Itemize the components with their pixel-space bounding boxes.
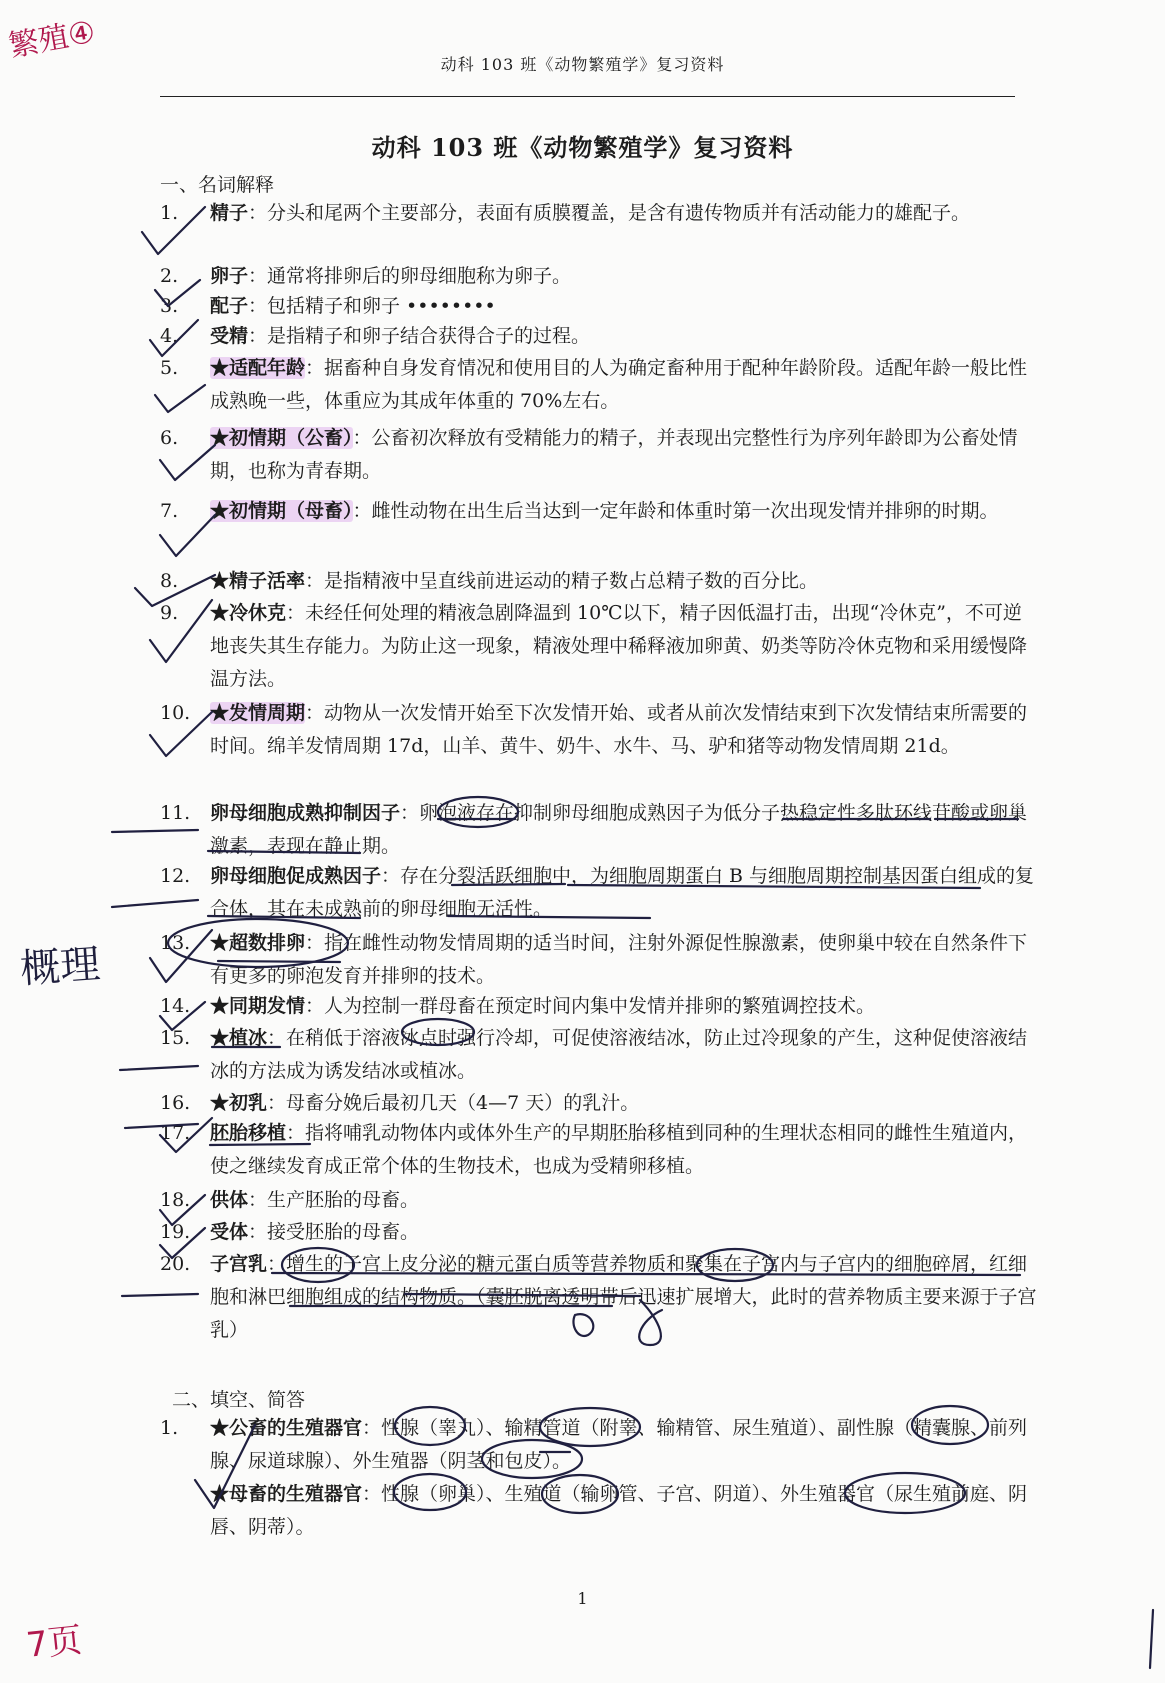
document-title: 动科 103 班《动物繁殖学》复习资料 [371,133,794,162]
term: 精子 [210,202,249,224]
term: 供体 [210,1189,249,1211]
term: 卵母细胞促成熟因子 [210,865,382,887]
term: 卵母细胞成熟抑制因子 [210,802,401,824]
term: ★冷休克 [210,602,287,624]
item-number: 5. [160,357,179,379]
definition-item-19 [160,1216,1040,1249]
definition-text: ：人为控制一群母畜在预定时间内集中发情并排卵的繁殖调控技术。 [305,995,876,1017]
term: ★初乳 [210,1092,268,1114]
definition-text: ：卵泡液存在抑制卵母细胞成熟因子为低分子热稳定性多肽环线苷酸或卵巢激素，表现在静止期。 [210,802,1028,857]
definition-text: ：母畜分娩后最初几天（4—7 天）的乳汁。 [267,1092,640,1114]
item-number: 13. [160,932,191,954]
definition-item-14 [160,990,1040,1023]
item-number: 12. [160,865,191,887]
definition-text: ：据畜种自身发育情况和使用目的人为确定畜种用于配种年龄阶段。适配年龄一般比性成熟晚一些，体重应为其成年体重的 70%左右。 [210,357,1028,412]
term: ★发情周期 [210,702,306,724]
term: 子宫乳 [210,1253,268,1275]
term: 配子 [210,295,249,317]
term: 卵子 [210,265,249,287]
item-number: 11. [160,802,191,824]
term: ★适配年龄 [210,357,306,379]
definition-text: ：雌性动物在出生后当达到一定年龄和体重时第一次出现发情并排卵的时期。 [352,500,999,522]
item-number: 16. [160,1092,191,1114]
term: ★精子活率 [210,570,306,592]
definition-item-12 [160,860,1040,926]
definition-text: ：存在分裂活跃细胞中，为细胞周期蛋白 B 与细胞周期控制基因蛋白组成的复合体，其在未成熟前的卵母细胞无活性。 [210,865,1035,920]
definition-item-17 [160,1117,1040,1183]
item-number: 10. [160,702,191,724]
term: ★超数排卵 [210,932,306,954]
definition-text: ：接受胚胎的母畜。 [248,1221,420,1243]
term: 受体 [210,1221,249,1243]
definition-item-20 [160,1248,1040,1347]
definition-item-3 [160,290,1040,323]
page-number: 1 [577,1589,588,1608]
definition-text: ：在稍低于溶液冰点时强行冷却，可促使溶液结冰，防止过冷现象的产生，这种促使溶液结冰的方法成为诱发结冰或植冰。 [210,1027,1028,1082]
definition-text: ：动物从一次发情开始至下次发情开始、或者从前次发情结束到下次发情结束所需要的时间。绵羊发情周期 17d，山羊、黄牛、奶牛、水牛、马、驴和猪等动物发情周期 21d。 [210,702,1028,757]
item-number: 6. [160,427,179,449]
term: ★母畜的生殖器官 [210,1483,363,1505]
definition-item-9 [160,597,1040,696]
definition-item-15 [160,1022,1040,1088]
term: ★同期发情 [210,995,306,1017]
item-number: 15. [160,1027,191,1049]
item-number: 1. [160,202,179,224]
handwritten-note-top-left: 繁殖④ [6,14,98,65]
header-rule [160,96,1015,97]
definition-item-2 [160,260,1040,293]
section-heading-definitions: 一、名词解释 [160,174,275,196]
definition-text: ：指在雌性动物发情周期的适当时间，注射外源促性腺激素，使卵巢中较在自然条件下有更多的卵泡发育并排卵的技术。 [210,932,1028,987]
item-number: 9. [160,602,179,624]
term: 胚胎移植 [210,1122,287,1144]
item-number: 17. [160,1122,191,1144]
definition-item-6 [160,422,1040,488]
definition-text: ：通常将排卵后的卵母细胞称为卵子。 [248,265,572,287]
answer-text: ：性腺（卵巢）、生殖道（输卵管、子宫、阴道）、外生殖器官（尿生殖前庭、阴唇、阴蒂）。 [210,1483,1028,1538]
term: 受精 [210,325,249,347]
term: ★初情期（公畜） [210,427,353,449]
item-number: 7. [160,500,179,522]
term: ★植冰 [210,1027,268,1049]
item-number: 19. [160,1221,191,1243]
term: ★公畜的生殖器官 [210,1417,363,1439]
margin-mark [1150,1610,1153,1668]
item-number: 20. [160,1253,191,1275]
definition-text: ：是指精子和卵子结合获得合子的过程。 [248,325,591,347]
item-number: 1. [160,1417,179,1439]
item-number: 8. [160,570,179,592]
item-number: 4. [160,325,179,347]
answer-item-1 [160,1412,1040,1544]
definition-text: ：包括精子和卵子 •••••••• [248,295,496,317]
definition-item-16 [160,1087,1040,1120]
definition-item-18 [160,1184,1040,1217]
definition-item-10 [160,697,1040,763]
definition-text: ：生产胚胎的母畜。 [248,1189,420,1211]
definition-text: ：增生的子宫上皮分泌的糖元蛋白质等营养物质和聚集在子宫内与子宫内的细胞碎屑，红细胞和淋巴细胞组成的结构物质。（囊胚脱离透明带后迅速扩展增大，此时的营养物质主要来源于子宫乳） [210,1253,1037,1341]
definition-text: ：分头和尾两个主要部分，表面有质膜覆盖，是含有遗传物质并有活动能力的雄配子。 [248,202,971,224]
running-head: 动科 103 班《动物繁殖学》复习资料 [440,55,725,74]
definition-text: ：公畜初次释放有受精能力的精子，并表现出完整性行为序列年龄即为公畜处情期，也称为青春期。 [210,427,1018,482]
definition-text: ：是指精液中呈直线前进运动的精子数占总精子数的百分比。 [305,570,819,592]
handwritten-note-left-margin: 概理 [18,941,102,993]
definition-text: ：未经任何处理的精液急剧降温到 10℃以下，精子因低温打击，出现“冷休克”，不可逆地丧失其生存能力。为防止这一现象，精液处理中稀释液加卵黄、奶类等防冷休克物和采用缓慢降温方法。 [210,602,1028,690]
item-number: 18. [160,1189,191,1211]
definition-item-1 [160,197,1040,230]
item-number: 3. [160,295,179,317]
item-number: 2. [160,265,179,287]
definition-item-5 [160,352,1040,418]
definition-item-11 [160,797,1040,863]
term: ★初情期（母畜） [210,500,353,522]
definition-text: ：指将哺乳动物体内或体外生产的早期胚胎移植到同种的生理状态相同的雌性生殖道内，使之继续发育成正常个体的生物技术，也成为受精卵移植。 [210,1122,1028,1177]
handwritten-note-bottom-left: 7页 [24,1620,84,1666]
definition-item-7 [160,495,1040,528]
answer-text: ：性腺（睾丸）、输精管道（附睾、输精管、尿生殖道）、副性腺（精囊腺、前列腺、尿道球腺）、外生殖器（阴茎和包皮）。 [210,1417,1028,1472]
definition-item-13 [160,927,1040,993]
item-number: 14. [160,995,191,1017]
definition-item-8 [160,565,1040,598]
definition-item-4 [160,320,1040,353]
section-heading-short-answer: 二、填空、简答 [172,1389,306,1411]
